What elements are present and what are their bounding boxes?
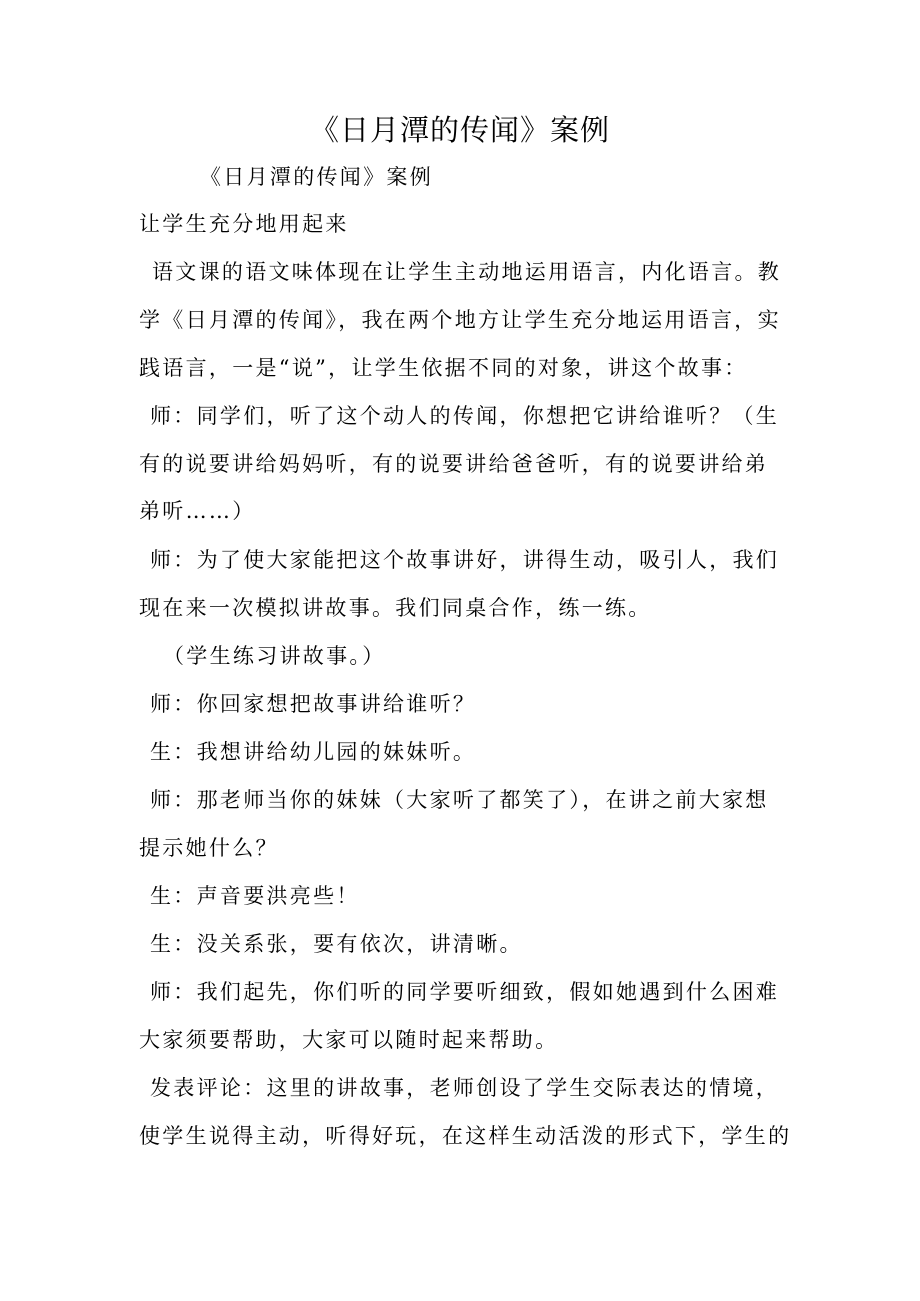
paragraph-line: 学《日月潭的传闻》，我在两个地方让学生充分地运用语言，实	[139, 308, 781, 332]
dialogue-line: 大家须要帮助，大家可以随时起来帮助。	[139, 1028, 559, 1052]
section-heading: 让学生充分地用起来	[139, 212, 349, 236]
subtitle-line: 《日月潭的传闻》案例	[200, 165, 433, 189]
dialogue-line: 弟听……）	[139, 499, 256, 523]
dialogue-line: 师：那老师当你的妹妹（大家听了都笑了），在讲之前大家想	[150, 788, 769, 812]
document-title: 《日月潭的传闻》案例	[309, 113, 610, 147]
dialogue-line: 生：没关系张，要有依次，讲清晰。	[150, 932, 523, 956]
stage-direction: （学生练习讲故事。）	[163, 644, 386, 668]
dialogue-line: 师：你回家想把故事讲给谁听？	[150, 692, 477, 716]
dialogue-line: 生：声音要洪亮些！	[150, 884, 360, 908]
dialogue-line: 有的说要讲给妈妈听，有的说要讲给爸爸听，有的说要讲给弟	[139, 452, 769, 476]
dialogue-line: 师：同学们，听了这个动人的传闻，你想把它讲给谁听？（生	[150, 404, 780, 428]
commentary-line: 使学生说得主动，听得好玩，在这样生动活泼的形式下，学生的	[139, 1124, 792, 1148]
dialogue-line: 提示她什么？	[139, 836, 279, 860]
dialogue-line: 现在来一次模拟讲故事。我们同桌合作，练一练。	[139, 596, 652, 620]
paragraph-line: 践语言，一是“说”，让学生依据不同的对象，讲这个故事：	[139, 356, 748, 380]
dialogue-line: 生：我想讲给幼儿园的妹妹听。	[150, 740, 477, 764]
commentary-line: 发表评论：这里的讲故事，老师创设了学生交际表达的情境，	[150, 1076, 780, 1100]
dialogue-line: 师：为了使大家能把这个故事讲好，讲得生动，吸引人，我们	[150, 548, 780, 572]
dialogue-line: 师：我们起先，你们听的同学要听细致，假如她遇到什么困难	[150, 980, 780, 1004]
paragraph-line: 语文课的语文味体现在让学生主动地运用语言，内化语言。教	[152, 260, 782, 284]
